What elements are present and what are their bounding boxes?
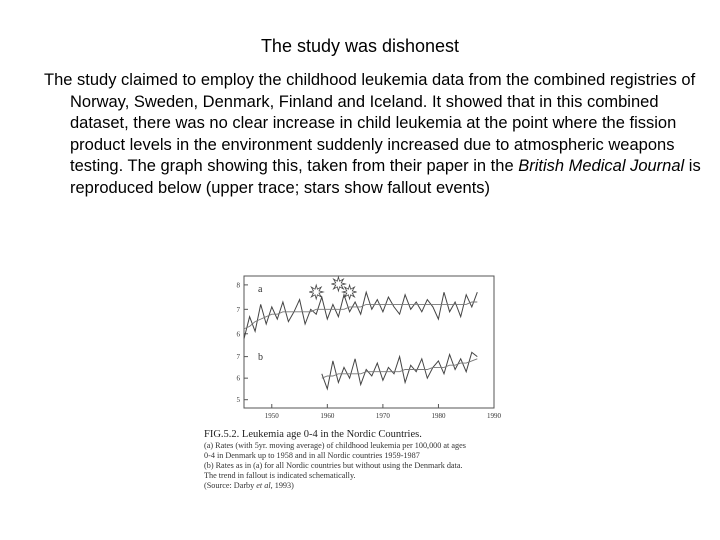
y-tick-label: 8	[236, 281, 240, 290]
x-tick-label: 1990	[487, 412, 501, 420]
fallout-star-icon	[331, 277, 345, 291]
caption-line: The trend in fallout is indicated schematically.	[204, 471, 356, 480]
figure-caption	[204, 428, 524, 491]
x-tick-label: 1950	[264, 412, 279, 420]
y-tick-label: 6	[236, 374, 240, 383]
fallout-star-icon	[343, 285, 357, 299]
y-tick-label: 6	[236, 330, 240, 339]
journal-name: British Medical Journal	[518, 157, 685, 175]
plot-frame	[244, 276, 494, 408]
panel-label-b: b	[258, 352, 263, 363]
paragraph-part1: The study claimed to employ the childhood leukemia data from the combined registries of Norway, Sweden, Denmark, Finland and Iceland. It showed that in this combined dataset, there was no clear increase in child leukemia at the point where the fission product levels in the environment suddenly increased due to atmospheric weapons testing. The graph showing this, taken from their paper in the	[44, 71, 696, 175]
y-tick-label: 5	[236, 396, 240, 405]
fallout-star-icon	[309, 285, 323, 299]
y-tick-label: 7	[236, 353, 240, 362]
slide-paragraph	[44, 70, 710, 199]
caption-line: (a) Rates (with 5yr. moving average) of childhood leukemia per 100,000 at ages	[204, 441, 466, 450]
paragraph-part2: is reproduced below (upper trace; stars show fallout events)	[70, 157, 701, 197]
leukemia-chart	[172, 268, 526, 428]
caption-line: (b) Rates as in (a) for all Nordic countries but without using the Denmark data.	[204, 461, 463, 470]
panel-label-a: a	[258, 284, 263, 295]
y-tick-label: 7	[236, 305, 240, 314]
caption-line: 0-4 in Denmark up to 1958 and in all Nordic countries 1959-1987	[204, 451, 420, 460]
rate-line	[244, 292, 477, 339]
caption-head: FIG.5.2. Leukemia age 0-4 in the Nordic Countries.	[204, 429, 422, 440]
leukemia-figure	[172, 268, 526, 508]
slide-title: The study was dishonest	[260, 36, 460, 56]
x-tick-label: 1970	[375, 412, 390, 420]
caption-source: (Source: Darby et al, 1993)	[204, 481, 294, 490]
x-tick-label: 1980	[431, 412, 446, 420]
x-tick-label: 1960	[320, 412, 335, 420]
rate-line	[322, 352, 478, 389]
